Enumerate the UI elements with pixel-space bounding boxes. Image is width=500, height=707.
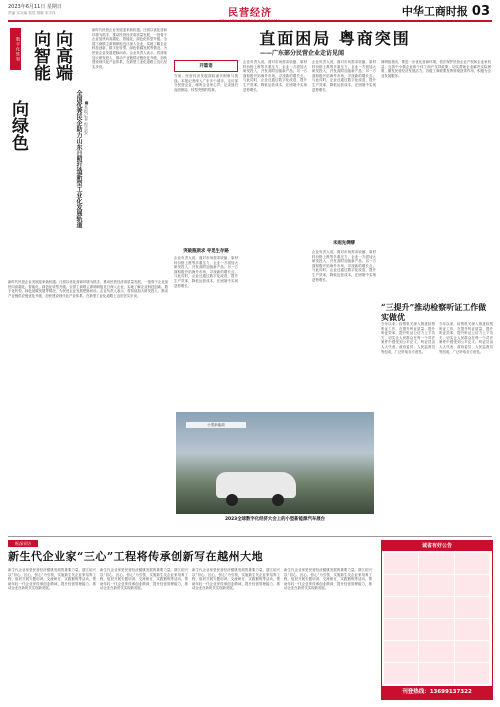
main-body-col4: 企业负责人说，面对市场需求收缩、原材料价格上涨等多重压力，企业一方面加大研发投入，开发高附加值新产品；另一方面积极开拓海外市场，寻找新的增长点。与此同时，企业还通过数字化改造，提升生产效率，降低运营成本，在困境中实现逆势增长。 xyxy=(312,250,376,282)
bottom-body-col2: 新生代企业家是民营经济健康发展的重要力量。浙江绍兴以“初心、匠心、恒心”为引领，实施新生代企业家培育工程，组织开展专题培训、交流研讨、实践锻炼等活动，帮助年轻一代企业家传承创业精神，提升经营管理能力，推动企业在新时代实现新发展。 xyxy=(100,568,188,591)
ad-cell xyxy=(384,597,419,619)
bottom-body-col4: 新生代企业家是民营经济健康发展的重要力量。浙江绍兴以“初心、匠心、恒心”为引领，实施新生代企业家培育工程，组织开展专题培训、交流研讨、实践锻炼等活动，帮助年轻一代企业家传承创业精神，提升经营管理能力，推动企业在新时代实现新发展。 xyxy=(284,568,372,591)
main-body-col2: 企业负责人说，面对市场需求收缩、原材料价格上涨等多重压力，企业一方面加大研发投入，开发高附加值新产品；另一方面积极开拓海外市场，寻找新的增长点。与此同时，企业还通过数字化改造，提升生产效率，降低运营成本，在困境中实现逆势增长。 xyxy=(243,60,307,92)
ad-grid xyxy=(384,553,490,685)
photo-signboard: 小型新能源 xyxy=(186,422,246,428)
main-subhead-1: 突破瓶颈求 寻觅生存路 xyxy=(183,249,229,254)
main-body-col1: 企业负责人说，面对市场需求收缩、原材料价格上涨等多重压力，企业一方面加大研发投入，开发高附加值新产品；另一方面积极开拓海外市场，寻找新的增长点。与此同时，企业还通过数字化改造，提升生产效率，降低运营成本，在困境中实现逆势增长。 xyxy=(174,256,238,288)
news-photo xyxy=(176,412,374,514)
paper-name: 民营经济 xyxy=(228,8,272,19)
ad-cell xyxy=(455,619,490,641)
section-divider xyxy=(8,536,492,537)
bottom-tag: 纵深采访 xyxy=(8,540,38,547)
photo-caption: 2023全球数字化经济大会上的小型新能源汽车展台 xyxy=(224,517,326,522)
bottom-body-col3: 新生代企业家是民营经济健康发展的重要力量。浙江绍兴以“初心、匠心、恒心”为引领，实施新生代企业家培育工程，组织开展专题培训、交流研讨、实践锻炼等活动，帮助年轻一代企业家传承创业精神，提升经营管理能力，推动企业在新时代实现新发展。 xyxy=(192,568,280,591)
ad-cell xyxy=(384,663,419,685)
side-story-col1: 今年以来，检察机关深入推进检察听证工作，在提升听证质量、提升听证效率、提升听证公信力上下功夫，切实让人民群众在每一个司法案件中感受到公平正义。听证员由人大代表、政协委员、人民监督员等组成，广泛听取各方意见。 xyxy=(381,322,435,354)
feature-title: 向高端 xyxy=(52,30,72,81)
ad-cell xyxy=(455,553,490,575)
ad-cell xyxy=(419,553,454,575)
ad-cell xyxy=(455,641,490,663)
classified-ad xyxy=(381,540,493,700)
ad-cell xyxy=(419,641,454,663)
bottom-headline: 新生代企业家“三心”工程将传承创新写在越州大地 xyxy=(8,550,264,563)
section-label: 开篇语 xyxy=(199,64,213,69)
photo-wheel xyxy=(272,494,284,506)
right-column-body: 调研组指出，要进一步优化营商环境，依法保护民营企业产权和企业家权益，完善中小微企业和个体工商户支持政策，切实帮助企业解决实际困难，激发民营经济发展活力。各级工商联要发挥桥梁纽带作用，积极为企业发展服务。 xyxy=(381,60,491,78)
ad-cell xyxy=(384,575,419,597)
side-story-col2: 今年以来，检察机关深入推进检察听证工作，在提升听证质量、提升听证效率、提升听证公信力上下功夫，切实让人民群众在每一个司法案件中感受到公平正义。听证员由人大代表、政协委员、人民监督员等组成，广泛听取各方意见。 xyxy=(439,322,493,354)
side-story-title: “三提升”推动检察听证工作做实做优 xyxy=(381,302,487,322)
header-date: 2023年6月11日 星期日 责编 实习编 视觉 排版 宋字体 xyxy=(8,4,62,15)
section-header xyxy=(402,3,490,19)
feature-subtitle: 全国优秀民企助力山东日照打造新型工业化发展轨道 xyxy=(75,90,82,228)
feature-byline: ■本报记者 程志安 xyxy=(84,100,89,135)
ad-phone: 刊登热线：13699137322 xyxy=(382,686,492,699)
bottom-body-col1: 新生代企业家是民营经济健康发展的重要力量。浙江绍兴以“初心、匠心、恒心”为引领，实施新生代企业家培育工程，组织开展专题培训、交流研讨、实践锻炼等活动，帮助年轻一代企业家传承创业精神，提升经营管理能力，推动企业在新时代实现新发展。 xyxy=(8,568,96,591)
ad-cell xyxy=(419,597,454,619)
ad-cell xyxy=(384,619,419,641)
main-subheadline: ——广东部分民营企业走访见闻 xyxy=(260,50,345,57)
photo-wheel xyxy=(226,494,238,506)
ad-cell xyxy=(455,663,490,685)
main-subhead-2: 未雨先绸缪 xyxy=(333,241,355,246)
main-headline: 直面困局 粤商突围 xyxy=(259,29,411,48)
feature-title-3: 向绿色 xyxy=(8,100,28,151)
section-name: 中华工商时报 xyxy=(401,5,468,18)
main-body-col3: 企业负责人说，面对市场需求收缩、原材料价格上涨等多重压力，企业一方面加大研发投入，开发高附加值新产品；另一方面积极开拓海外市场，寻找新的增长点。与此同时，企业还通过数字化改造，提升生产效率，降低运营成本，在困境中实现逆势增长。 xyxy=(312,60,376,92)
feature-body-col2: 新时代民营企业发展迎来新机遇。日照以优化营商环境为抓手，推动民营经济高质量发展，一批骨干企业加快向高端化、智能化、绿色化转型升级。全国工商联主席调研组近日深入企业，实地了解企业科技创新、数字化转型、绿色低碳发展等情况，为民营企业发展把脉问诊。企业负责人表示，将持续加大研发投入，推动产业链供应链优化升级，加快建设现代化产业体系，在新型工业化道路上迈出坚实步伐。 xyxy=(8,280,168,298)
ad-cell xyxy=(455,597,490,619)
main-lead: 当前，民营经济发展面临诸多困难与挑战。本报记者深入广东多个城市，走访部分民营企业，倾听企业家心声，记录他们直面困局、转型突围的故事。 xyxy=(174,74,238,92)
ad-cell xyxy=(419,575,454,597)
section-label-box xyxy=(174,60,238,72)
ad-cell xyxy=(384,641,419,663)
feature-tag: 数字化转型 xyxy=(10,28,21,70)
ad-cell xyxy=(419,619,454,641)
feature-title-2: 向智能 xyxy=(30,30,50,81)
ad-cell xyxy=(419,663,454,685)
page-number: 03 xyxy=(471,4,490,19)
ad-cell xyxy=(455,575,490,597)
ad-title: 诚省有好公告 xyxy=(382,541,492,551)
feature-body-col1: 新时代民营企业发展迎来新机遇。日照以优化营商环境为抓手，推动民营经济高质量发展，一批骨干企业加快向高端化、智能化、绿色化转型升级。全国工商联主席调研组近日深入企业，实地了解企业科技创新、数字化转型、绿色低碳发展等情况，为民营企业发展把脉问诊。企业负责人表示，将持续加大研发投入，推动产业链供应链优化升级，加快建设现代化产业体系，在新型工业化道路上迈出坚实步伐。 xyxy=(92,28,167,69)
ad-cell xyxy=(384,553,419,575)
header-rule xyxy=(8,20,492,22)
